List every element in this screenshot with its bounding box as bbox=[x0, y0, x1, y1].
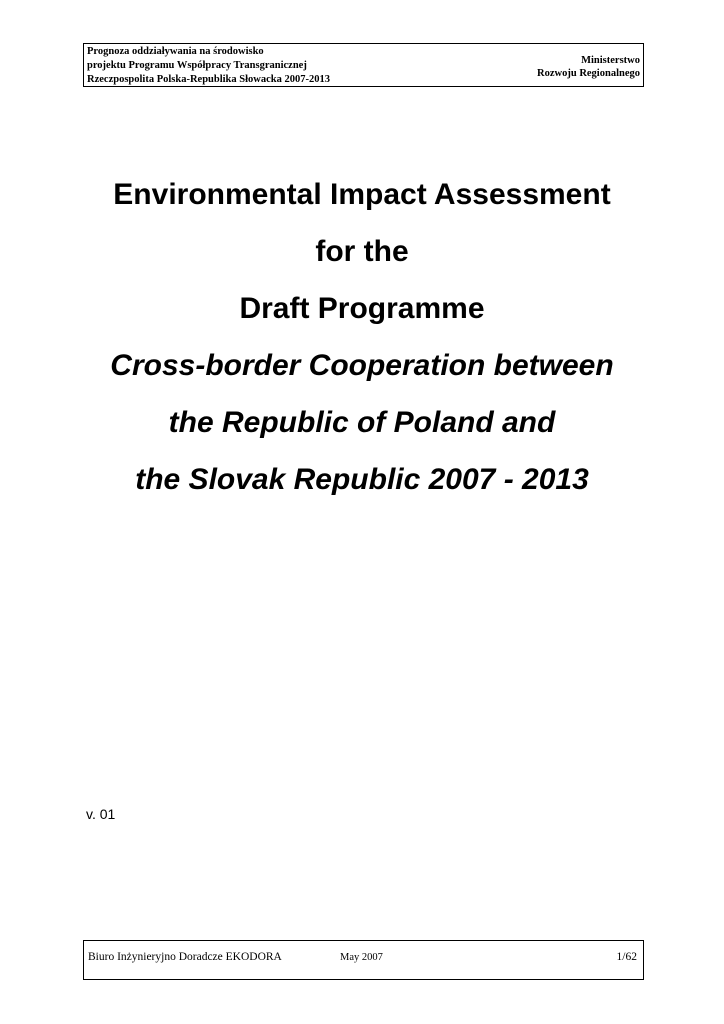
header-ministry bbox=[537, 54, 640, 80]
header-project-info bbox=[87, 45, 330, 87]
version-label: v. 01 bbox=[86, 806, 116, 822]
title-line-3: Draft Programme bbox=[239, 292, 485, 325]
title-line-6: the Slovak Republic 2007 - 2013 bbox=[135, 463, 589, 496]
header-line-3: Rzeczpospolita Polska-Republika Słowacka 2007-2013 bbox=[87, 74, 330, 85]
document-title bbox=[0, 170, 724, 512]
header-line-1: Prognoza oddziaływania na środowisko bbox=[87, 46, 264, 57]
page-header bbox=[83, 43, 644, 87]
footer-date: May 2007 bbox=[340, 952, 383, 963]
footer-organization: Biuro Inżynieryjno Doradcze EKODORA bbox=[88, 951, 282, 963]
title-line-5: the Republic of Poland and bbox=[168, 406, 556, 439]
footer-page-number: 1/62 bbox=[616, 951, 637, 963]
title-line-2: for the bbox=[315, 235, 409, 268]
page-footer bbox=[83, 940, 644, 980]
title-line-1: Environmental Impact Assessment bbox=[113, 178, 611, 211]
title-line-4: Cross-border Cooperation between bbox=[110, 349, 614, 382]
header-line-2: projektu Programu Współpracy Transgranicznej bbox=[87, 60, 307, 71]
header-ministry-line-1: Ministerstwo bbox=[581, 55, 640, 66]
header-ministry-line-2: Rozwoju Regionalnego bbox=[537, 68, 640, 79]
